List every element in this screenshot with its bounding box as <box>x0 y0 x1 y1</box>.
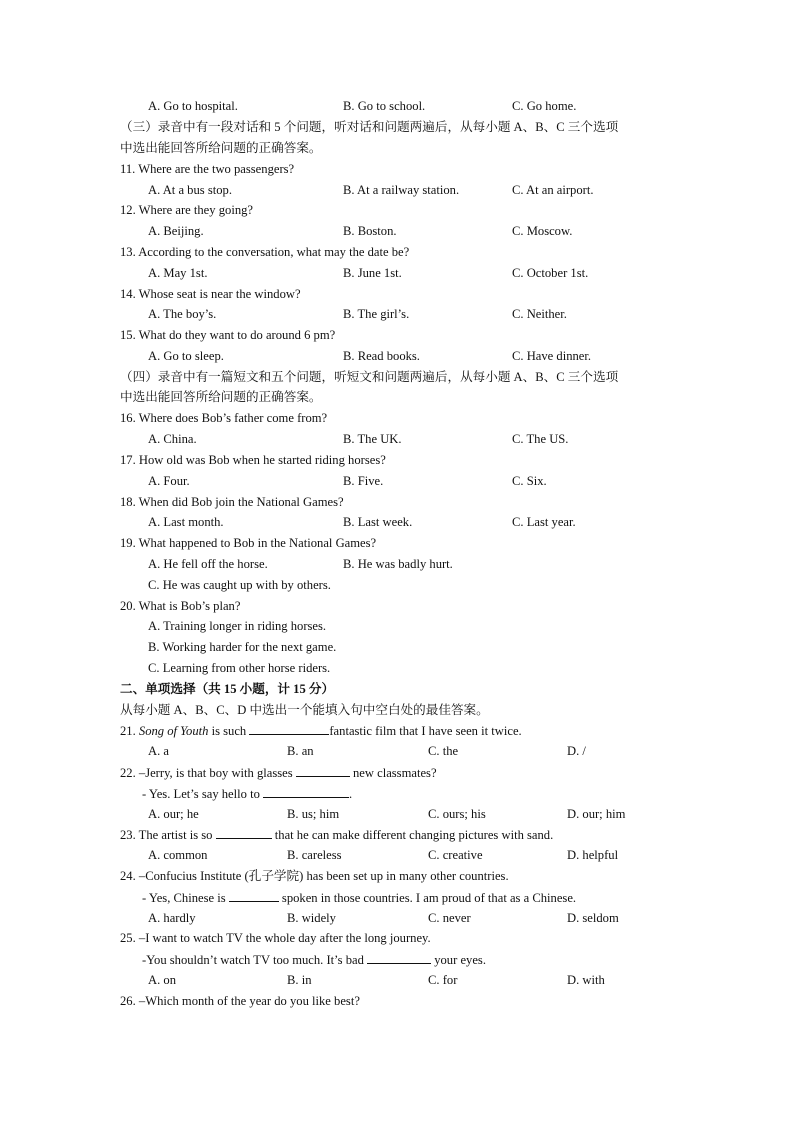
question-12: 12. Where are they going? <box>120 203 253 217</box>
q22-text-post: new classmates? <box>349 766 437 780</box>
q20-option-a: A. Training longer in riding horses. <box>148 619 327 633</box>
question-16: 16. Where does Bob’s father come from? <box>120 411 328 425</box>
question-22 <box>120 764 437 781</box>
q14-option-c: C. Neither. <box>512 307 567 321</box>
q11-option-c: C. At an airport. <box>512 183 594 197</box>
q14-option-a: A. The boy’s. <box>148 307 217 321</box>
option-c: C. Go home. <box>512 99 577 113</box>
q16-option-c: C. The US. <box>512 432 569 446</box>
q22-reply-post: . <box>349 787 353 801</box>
q14-option-b: B. The girl’s. <box>343 307 410 321</box>
q17-option-c: C. Six. <box>512 474 547 488</box>
q21-text-post: fantastic film that I have seen it twice. <box>329 724 522 738</box>
q21-book-title: Song of Youth <box>138 724 209 738</box>
q25-option-c: C. for <box>428 973 458 987</box>
q20-option-c: C. Learning from other horse riders. <box>148 661 331 675</box>
q23-option-a: A. common <box>148 848 208 862</box>
q16-option-b: B. The UK. <box>343 432 402 446</box>
q25-reply-post: your eyes. <box>431 953 486 967</box>
q18-option-a: A. Last month. <box>148 515 224 529</box>
q13-option-b: B. June 1st. <box>343 266 402 280</box>
option-b: B. Go to school. <box>343 99 426 113</box>
q18-option-b: B. Last week. <box>343 515 413 529</box>
q24-option-c: C. never <box>428 911 471 925</box>
question-15: 15. What do they want to do around 6 pm? <box>120 328 336 342</box>
question-24: 24. –Confucius Institute (孔子学院) has been set up in many other countries. <box>120 869 509 883</box>
q23-blank[interactable] <box>216 826 272 839</box>
q19-option-c: C. He was caught up with by others. <box>148 578 331 592</box>
q23-text-post: that he can make different changing pictures with sand. <box>271 828 554 842</box>
q24-blank[interactable] <box>229 889 279 902</box>
part2-title: 二、单项选择（共 15 小题，计 15 分） <box>120 682 335 696</box>
q13-option-c: C. October 1st. <box>512 266 589 280</box>
question-19: 19. What happened to Bob in the National Games? <box>120 536 377 550</box>
question-17: 17. How old was Bob when he started riding horses? <box>120 453 386 467</box>
option-a: A. Go to hospital. <box>148 99 238 113</box>
q15-option-b: B. Read books. <box>343 349 420 363</box>
question-11: 11. Where are the two passengers? <box>120 162 295 176</box>
q16-option-a: A. China. <box>148 432 197 446</box>
q23-option-d: D. helpful <box>567 848 619 862</box>
q18-option-c: C. Last year. <box>512 515 576 529</box>
question-20: 20. What is Bob’s plan? <box>120 599 241 613</box>
q12-option-b: B. Boston. <box>343 224 397 238</box>
q11-option-b: B. At a railway station. <box>343 183 460 197</box>
question-14: 14. Whose seat is near the window? <box>120 287 301 301</box>
q19-option-a: A. He fell off the horse. <box>148 557 268 571</box>
section4-instruction-line2: 中选出能回答所给问题的正确答案。 <box>120 390 322 404</box>
question-21 <box>120 722 522 739</box>
question-23 <box>120 826 553 843</box>
section3-instruction-line1: （三）录音中有一段对话和 5 个问题，听对话和问题两遍后，从每小题 A、B、C 三个选项 <box>120 120 619 134</box>
q24-option-a: A. hardly <box>148 911 196 925</box>
q21-number: 21. <box>120 724 139 738</box>
section4-instruction-line1: （四）录音中有一篇短文和五个问题，听短文和问题两遍后，从每小题 A、B、C 三个选项 <box>120 370 619 384</box>
q23-option-c: C. creative <box>428 848 483 862</box>
section3-instruction-line2: 中选出能回答所给问题的正确答案。 <box>120 141 322 155</box>
q17-option-b: B. Five. <box>343 474 384 488</box>
q21-option-a: A. a <box>148 744 169 758</box>
q21-option-b: B. an <box>287 744 314 758</box>
q19-option-b: B. He was badly hurt. <box>343 557 453 571</box>
question-26: 26. –Which month of the year do you like best? <box>120 994 360 1008</box>
q22-line2 <box>142 785 352 802</box>
q22-blank-2[interactable] <box>263 785 349 798</box>
q21-blank[interactable] <box>249 722 329 735</box>
q22-reply-pre: - Yes. Let’s say hello to <box>142 787 264 801</box>
q22-option-b: B. us; him <box>287 807 340 821</box>
q15-option-a: A. Go to sleep. <box>148 349 224 363</box>
q21-option-d: D. / <box>567 744 586 758</box>
question-18: 18. When did Bob join the National Games? <box>120 495 344 509</box>
q21-option-c: C. the <box>428 744 459 758</box>
q24-option-b: B. widely <box>287 911 336 925</box>
q22-blank-1[interactable] <box>296 764 350 777</box>
q17-option-a: A. Four. <box>148 474 190 488</box>
q20-option-b: B. Working harder for the next game. <box>148 640 337 654</box>
q25-option-b: B. in <box>287 973 312 987</box>
q15-option-c: C. Have dinner. <box>512 349 592 363</box>
q12-option-a: A. Beijing. <box>148 224 204 238</box>
part2-instruction: 从每小题 A、B、C、D 中选出一个能填入句中空白处的最佳答案。 <box>120 703 489 717</box>
q25-blank[interactable] <box>367 951 431 964</box>
question-13: 13. According to the conversation, what may the date be? <box>120 245 410 259</box>
q21-text-mid: is such <box>208 724 250 738</box>
q13-option-a: A. May 1st. <box>148 266 208 280</box>
q22-text-pre: 22. –Jerry, is that boy with glasses <box>120 766 296 780</box>
q11-option-a: A. At a bus stop. <box>148 183 232 197</box>
q23-text-pre: 23. The artist is so <box>120 828 216 842</box>
q22-option-d: D. our; him <box>567 807 626 821</box>
q22-option-c: C. ours; his <box>428 807 486 821</box>
question-25: 25. –I want to watch TV the whole day after the long journey. <box>120 931 431 945</box>
q24-line2 <box>142 889 576 906</box>
q12-option-c: C. Moscow. <box>512 224 573 238</box>
q22-option-a: A. our; he <box>148 807 199 821</box>
q25-reply-pre: -You shouldn’t watch TV too much. It’s bad <box>142 953 368 967</box>
q24-option-d: D. seldom <box>567 911 619 925</box>
q25-line2 <box>142 951 486 968</box>
q24-reply-pre: - Yes, Chinese is <box>142 891 229 905</box>
q24-reply-post: spoken in those countries. I am proud of that as a Chinese. <box>278 891 577 905</box>
q25-option-d: D. with <box>567 973 605 987</box>
q25-option-a: A. on <box>148 973 176 987</box>
q23-option-b: B. careless <box>287 848 342 862</box>
